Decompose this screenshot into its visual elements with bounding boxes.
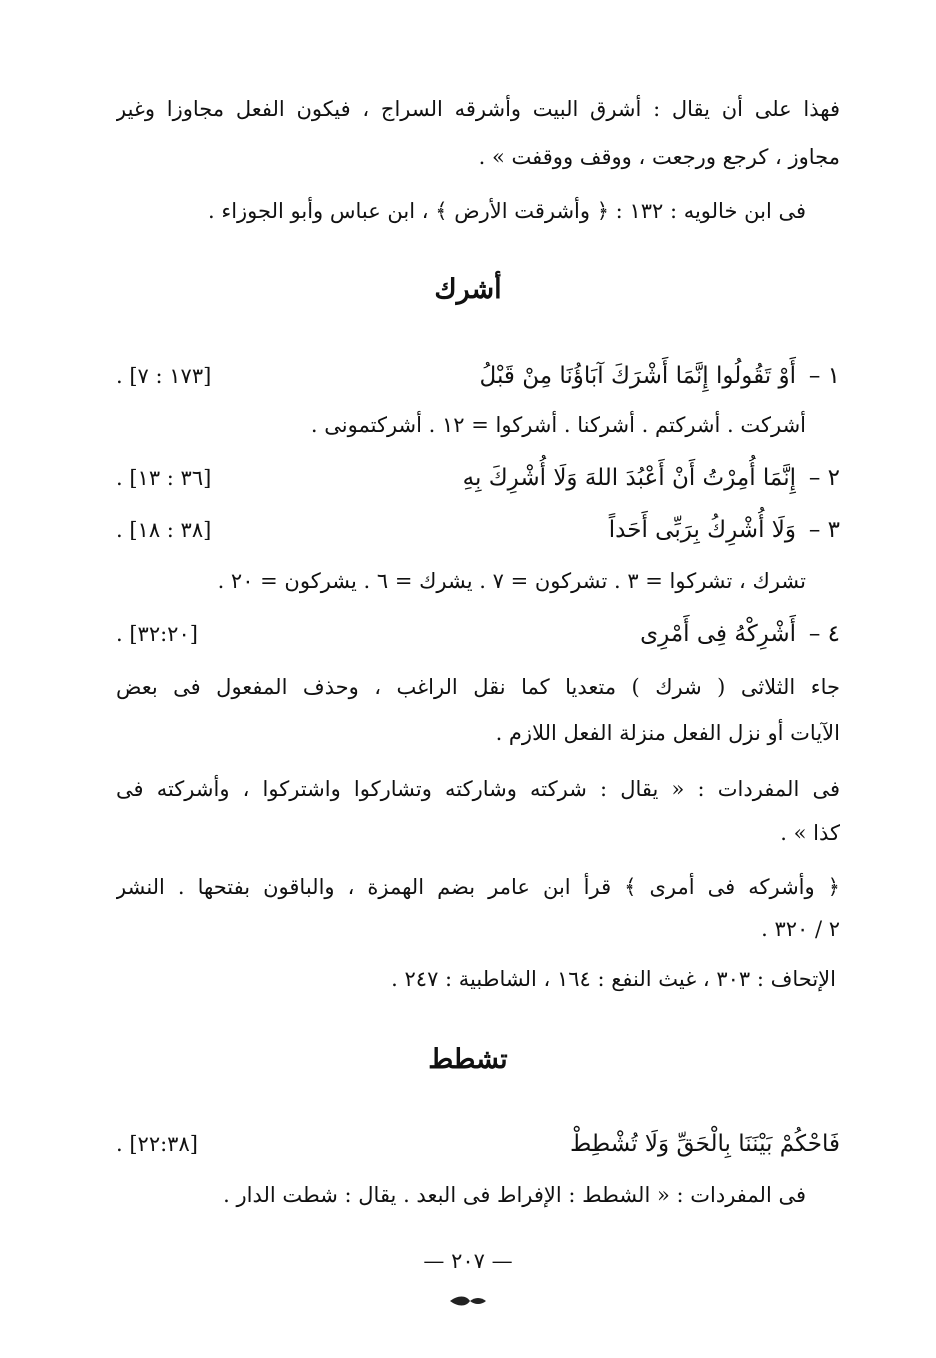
note-1-line-1: جاء الثلاثى ( شرك ) متعديا كما نقل الراغب ، وحذف المفعول فى بعض (116, 675, 840, 699)
verse-3 (116, 510, 840, 550)
verse-number: ٣ – (808, 517, 840, 543)
forms-line-2: تشرك ، تشركوا = ٣ . تشركون = ٧ . يشرك = ٦ . يشركون = ٢٠ . (217, 569, 806, 593)
note-4: الإتحاف : ٣٠٣ ، غيث النفع : ١٦٤ ، الشاطبية : ٢٤٧ . (391, 967, 836, 991)
verse-text: فَاحْكُمْ بَيْنَنَا بِالْحَقِّ وَلَا تُشْطِطْ (570, 1131, 840, 1157)
verse-text: وَلَا أُشْرِكُ بِرَبِّى أَحَداً (608, 517, 796, 543)
note-3-line-2: ٢ / ٣٢٠ . (761, 917, 840, 941)
intro-line-1: فهذا على أن يقال : أشرق البيت وأشرقه السراج ، فيكون الفعل مجاوزا وغير (116, 97, 840, 121)
section-heading-ashraka: أشرك (434, 274, 502, 305)
tashtut-note: فى المفردات : « الشطط : الإفراط فى البعد . يقال : شطت الدار . (223, 1183, 806, 1207)
intro-line-3: فى ابن خالويه : ١٣٢ : ﴿ وأشرقت الأرض ﴾ ، ابن عباس وأبو الجوزاء . (207, 199, 806, 223)
section-heading-tashtut: تشطط (428, 1044, 508, 1075)
verse-number: ٤ – (808, 621, 840, 647)
note-2-line-1: فى المفردات : « يقال : شركته وشاركته وتشاركوا واشتركوا ، وأشركته فى (116, 777, 840, 801)
verse-reference: . [٢٢:٣٨] (116, 1132, 198, 1156)
page-number: — ٢٠٧ — (423, 1249, 513, 1273)
forms-line-1: أشركت . أشركتم . أشركنا . أشركوا = ١٢ . أشركتمونى . (310, 413, 806, 437)
verse-reference: . [١٧٣ : ٧] (116, 364, 212, 388)
verse-number: ٢ – (808, 465, 840, 491)
note-1-line-2: الآيات أو نزل الفعل منزلة الفعل اللازم . (495, 721, 840, 745)
leaf-ornament-icon (448, 1294, 488, 1308)
note-3-line-1: ﴿ وأشركه فى أمرى ﴾ قرأ ابن عامر بضم الهمزة ، والباقون بفتحها . النشر (116, 875, 840, 899)
verse-text: أَوْ تَقُولُوا إِنَّمَا أَشْرَكَ آبَاؤُنَا مِنْ قَبْلُ (479, 363, 796, 389)
verse-reference: . [٣٨ : ١٨] (116, 518, 212, 542)
verse-1 (116, 356, 840, 396)
verse-reference: . [٣٦ : ١٣] (116, 466, 212, 490)
verse-reference: . [٣٢:٢٠] (116, 622, 198, 646)
verse-4 (116, 614, 840, 654)
verse-text: إِنَّمَا أُمِرْتُ أَنْ أَعْبُدَ اللهَ وَلَا أُشْرِكَ بِهِ (462, 465, 796, 491)
verse-2 (116, 458, 840, 498)
verse-number: ١ – (808, 363, 840, 389)
verse-tashtut (116, 1124, 840, 1164)
verse-text: أَشْرِكْهُ فِى أَمْرِى (640, 621, 796, 647)
intro-line-2: مجاوز ، كرجع ورجعت ، ووقف ووقفت » . (478, 145, 840, 169)
note-2-line-2: كذا » . (780, 821, 840, 845)
